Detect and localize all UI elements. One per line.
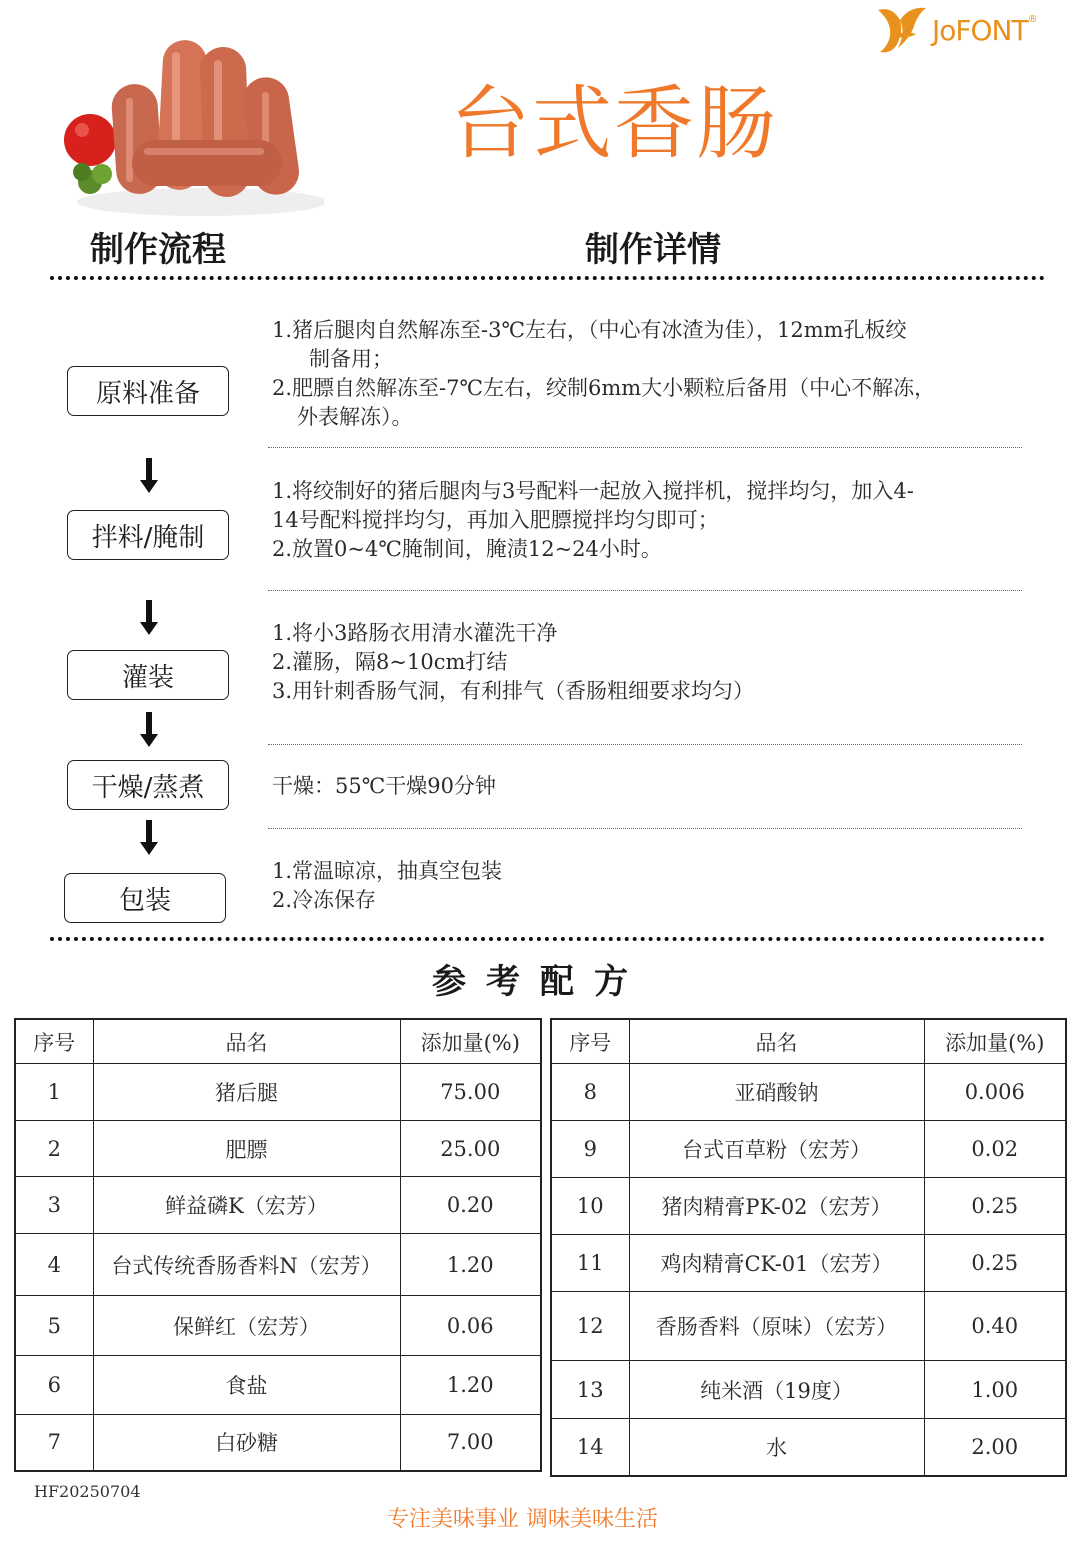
cell-name: 香肠香料（原味）（宏芳） [629, 1292, 924, 1361]
cell-no: 9 [551, 1121, 629, 1178]
header-name: 品名 [629, 1019, 924, 1064]
cell-name: 水 [629, 1419, 924, 1476]
table-header-row [15, 1019, 541, 1064]
cell-amount: 1.20 [400, 1356, 541, 1415]
cell-amount: 0.20 [400, 1177, 541, 1234]
divider-bottom [50, 937, 1045, 941]
table-row [15, 1121, 541, 1177]
slogan: 专注美味事业 调味美味生活 [387, 1507, 658, 1532]
divider-dotted [268, 744, 1022, 745]
cell-no: 5 [15, 1296, 93, 1356]
cell-no: 2 [15, 1121, 93, 1177]
brand-name-text: JoFONT [932, 14, 1028, 47]
detail-line: 外表解冻）。 [297, 405, 413, 429]
cell-no: 4 [15, 1234, 93, 1296]
header-name: 品名 [93, 1019, 400, 1064]
cell-no: 13 [551, 1361, 629, 1419]
detail-line: 2.放置0~4℃腌制间，腌渍12~24小时。 [272, 537, 662, 561]
recipe-table-left [14, 1018, 542, 1472]
table-row [551, 1064, 1066, 1121]
cell-amount: 25.00 [400, 1121, 541, 1177]
step-detail-2 [272, 477, 1012, 564]
cell-amount: 0.40 [924, 1292, 1066, 1361]
cell-no: 6 [15, 1356, 93, 1415]
cell-no: 12 [551, 1292, 629, 1361]
cell-name: 鲜益磷K（宏芳） [93, 1177, 400, 1234]
recipe-table-right [550, 1018, 1067, 1477]
recipe-title: 参考配方 [432, 962, 648, 1002]
table-row [551, 1235, 1066, 1292]
cell-no: 7 [15, 1415, 93, 1471]
cell-name: 白砂糖 [93, 1415, 400, 1471]
cell-no: 3 [15, 1177, 93, 1234]
detail-line: 2.灌肠，隔8~10cm打结 [272, 650, 508, 674]
step-detail-4 [272, 772, 1012, 801]
cell-amount: 0.02 [924, 1121, 1066, 1178]
detail-line: 1.将小3路肠衣用清水灌洗干净 [272, 621, 558, 645]
cell-no: 10 [551, 1178, 629, 1235]
step-box-1: 原料准备 [67, 366, 229, 416]
table-row [551, 1361, 1066, 1419]
detail-line: 2.冷冻保存 [272, 888, 377, 912]
cell-amount: 0.25 [924, 1178, 1066, 1235]
detail-line: 1.猪后腿肉自然解冻至-3℃左右，（中心有冰渣为佳），12mm孔板绞 [272, 318, 907, 342]
cell-name: 保鲜红（宏芳） [93, 1296, 400, 1356]
cell-name: 猪后腿 [93, 1064, 400, 1121]
step-detail-1 [272, 316, 1012, 432]
step-box-4: 干燥/蒸煮 [67, 760, 229, 810]
table-row [15, 1177, 541, 1234]
step-box-2: 拌料/腌制 [67, 510, 229, 560]
table-row [15, 1415, 541, 1471]
arrow-down-icon [139, 712, 159, 748]
cell-amount: 1.00 [924, 1361, 1066, 1419]
cell-amount: 2.00 [924, 1419, 1066, 1476]
detail-line: 1.常温晾凉，抽真空包装 [272, 859, 503, 883]
detail-line: 制备用； [309, 347, 393, 371]
detail-line: 3.用针刺香肠气洞，有利排气（香肠粗细要求均匀） [272, 679, 755, 703]
divider-dotted [268, 590, 1022, 591]
cell-name: 肥膘 [93, 1121, 400, 1177]
cell-name: 猪肉精膏PK-02（宏芳） [629, 1178, 924, 1235]
cell-amount: 0.006 [924, 1064, 1066, 1121]
table-row [551, 1419, 1066, 1476]
divider-top [50, 276, 1045, 280]
table-row [15, 1064, 541, 1121]
step-detail-3 [272, 619, 1012, 706]
detail-line: 14号配料搅拌均匀，再加入肥膘搅拌均匀即可； [272, 508, 719, 532]
table-row [15, 1356, 541, 1415]
cell-name: 台式传统香肠香料N（宏芳） [93, 1234, 400, 1296]
header-no: 序号 [551, 1019, 629, 1064]
step-detail-5 [272, 857, 1012, 915]
table-row [15, 1296, 541, 1356]
details-header: 制作详情 [585, 230, 721, 270]
cell-name: 台式百草粉（宏芳） [629, 1121, 924, 1178]
detail-line: 干燥：55℃干燥90分钟 [272, 774, 496, 798]
header-amount: 添加量(%) [400, 1019, 541, 1064]
sausage-photo [62, 22, 324, 217]
step-box-5: 包装 [64, 873, 226, 923]
table-row [551, 1121, 1066, 1178]
cell-name: 纯米酒（19度） [629, 1361, 924, 1419]
cell-amount: 7.00 [400, 1415, 541, 1471]
cell-no: 14 [551, 1419, 629, 1476]
cell-amount: 0.25 [924, 1235, 1066, 1292]
arrow-down-icon [139, 458, 159, 494]
document-code: HF20250704 [34, 1482, 141, 1501]
cell-name: 食盐 [93, 1356, 400, 1415]
cell-no: 11 [551, 1235, 629, 1292]
cell-name: 亚硝酸钠 [629, 1064, 924, 1121]
step-box-3: 灌装 [67, 650, 229, 700]
arrow-down-icon [139, 600, 159, 636]
table-row [15, 1234, 541, 1296]
detail-line: 1.将绞制好的猪后腿肉与3号配料一起放入搅拌机，搅拌均匀，加入4- [272, 479, 914, 503]
header-no: 序号 [15, 1019, 93, 1064]
table-row [551, 1292, 1066, 1361]
divider-dotted [268, 447, 1022, 448]
cell-amount: 1.20 [400, 1234, 541, 1296]
table-header-row [551, 1019, 1066, 1064]
header-amount: 添加量(%) [924, 1019, 1066, 1064]
cell-no: 1 [15, 1064, 93, 1121]
process-header: 制作流程 [90, 230, 226, 270]
cell-amount: 0.06 [400, 1296, 541, 1356]
registered-mark: ® [1027, 14, 1037, 25]
cell-name: 鸡肉精膏CK-01（宏芳） [629, 1235, 924, 1292]
brand-name [932, 14, 1037, 47]
detail-line: 2.肥膘自然解冻至-7℃左右，绞制6mm大小颗粒后备用（中心不解冻， [272, 376, 936, 400]
cell-amount: 75.00 [400, 1064, 541, 1121]
page-title: 台式香肠 [450, 77, 778, 170]
cell-no: 8 [551, 1064, 629, 1121]
arrow-down-icon [139, 820, 159, 856]
divider-dotted [268, 828, 1022, 829]
table-row [551, 1178, 1066, 1235]
